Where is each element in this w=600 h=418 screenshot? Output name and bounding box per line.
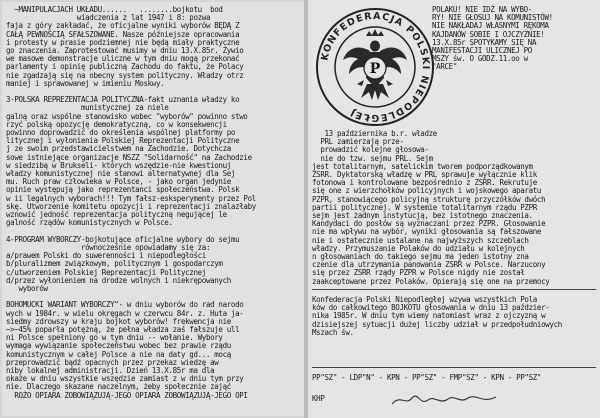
seal-monogram: P [369,61,381,77]
section-divider [312,289,596,290]
seal-ring-text: KONFEDERACJA POLSKI NIEPODLEGŁEJ [319,10,432,124]
boycott-slogan-text: POLAKU! NIE IDŹ NA WYBO- RY! NIE GŁOSUJ NA KOMUNISTÓW! NIE NAKŁADAJ WŁASNYMI RĘKOMA KAJDANÓW SOBIE I OJCZYŹNIE! 13.X.85r SPOTYKAMY SIĘ NA MANIFESTACJI ULICZNEJ PO MSZY św. O GODZ.11.oo w "ARCE" [432,5,553,72]
kpn-appeal-text: Konfederacja Polski Niepodległej wzywa wszystkich Pola ków do całkowitego BOJKOTU głosowania w dniu 13 paździer- nika 1985r. W dniu tym wiemy natomiast wraz z ojczyzną w dzisiejszej sytuacji dużej liczby udział w przedpołudniowych Mszach św. [312,295,562,337]
section-divider [312,367,596,368]
handwritten-signature-icon [390,392,500,408]
left-leaflet-text: ~MANIPULACJACH UKŁADU...... ........bojkotu bod wiadczenia z lat 1947 i 8: pozwa faja z góry zakładać, że oficjalne wyniki wyborów BĘDĄ Z CAŁĄ PEWNOŚCIĄ SFAŁSZOWANE. Nasze późniejsze opracowania i protesty w prasie podziemnej nie będą miały praktyczne go znaczenia. Zaprotestować musimy w dniu 13.X.85r. Żywio we masowe demonstracje uliczne w tym dniu mogą przekonać parlamenty i opinię publiczną Zachodu do faktu, że Polacy nie zgadzają się na obecny system polityczny. Władzy otrz maniej i sprawowanej w imieniu Moskwy. 3-POLSKA REPREZENTACJA POLITYCZNA-fakt uznania władzy ko munistycznej za niele galną oraz wspólne stanowisko wobec "wyborów" powinno stwo rzyć polską opozycję demokratyczną, co w konsekwencji powinno doprowadzić do określenia wspólnej platformy po litycznej i wyłonienia Polskiej Reprezentacji Polityczne j ze swoim przedstawicielstwem na Zachodzie. Dotychcza sowe istniejące organizacje NSZZ "Solidarność" na Zachodzie w siedzibą w Brukseli- których wszędzie-nie kwestionuj władzy komunistycznej nie stanowi alternatywnej dla Sej mu. Ruch praw człowieka w Polsce, - jako organ jedynie opinie występują jako reprezentanci społeczeństwa. Polsk w ii legalnych wyborach!!! Tym fałsz-esksperymenty przez Pol skę. Utworzenie komitetu opozycji i reprezentacji znalazłaby wznowić jedność reprezentacja polityczną negującej le galność rządów komunistycznych w Polsce. 4-PROGRAM WYBORCZY-bojkotujące oficjalne wybory do sejmu równocześnie opowiadamy się za: a/prawem Polski do suwerenności i niepodległości b/pluralizmem związkowym, politycznym i gospodarczym c/utworzeniem Polskiej Reprezentacji Politycznej d/przez wyłonieniem na drodze wolnych i niekrępowanych wyborów BOHOMUCKI WARIANT WYBORCZY"- w dniu wyborów do rad narodo wych w 1984r. w wielu okręgach w czerwcu 84r. z. Huta ja- siedmy zdrowszy w kraju bojkot wyborów! frekwencja nie ~>~45% poparła potężną, że pełna władza zaś fałszuje ull ni Polsce spełniony go w tym dniu -- wołanie. Wybory wymaga wywiązanie społeczeństwu wobec bez prawie rządu komunistycznym w całej Polsce a nie na daty gd... mocą przeprowadzić bądź opacnych przez przekaz wiedzę aw niby lokalnej administracji. Dzień 13.X.85r ma dla okaże w dniu wszystkie wszędzie zamiast z w dniu tym przy nie. Dlaczego skazane naczelnym, żeby społecznie zająć ROŻO OPIARA ZOBOWIĄZUJĄ-JEGO OPIARA ZOBOWIĄZUJĄ-JEGO OPI [6,5,256,400]
organizations-footer-text: PP"SZ" - LDP"N" - KPN - PP"SZ" - FMP"SZ" - KPN - PP"SZ" [312,373,542,382]
kpn-seal-icon [314,6,436,128]
signature-initials: KHP [312,394,325,403]
election-critique-text: 13 października b.r. władze PRL zamierzają prze- prowadzić kolejne głosowa- nie do tzw. sejmu PRL. Sejm jest totalitarnym, satelickim tworem podporządkowanym ZSRR. Dyktatorską władzę w PRL sprawuje wyłącznie klik fotonowa i kontrolowane bezpośrednio z ZSRR. Rekrutuje się one z wierzchołków policyjnych i wojskowego aparatu PZPR, stanowiącego policyjną strukturę przyczółków dwóch partii politycznej. W systemie totalitarnym rządu PZPR sejm jest żadnym instytucją, bez istotnego znaczenia. Kandydaci do posłów są wyznaczani przez PZPR. Głosowanie nie ma wpływu na wybór, wyniki głosowania są fałszowane nie i ostatecznie ustalane na najwyższych szczeblach władzy. Przymuszanie Polaków do udziału w kolejnych n głosowaniach do takiego sejmu ma jeden istotny zna czenie dla utrzymania panowania ZSRR w Polsce. Narzucony się przez ZSRR rządy PZPR w Polsce nigdy nie został zaakceptowane przez Polaków. Opierają się one na przemocy [312,129,550,286]
left-leaflet-page [2,2,304,416]
right-leaflet-page [308,0,600,418]
